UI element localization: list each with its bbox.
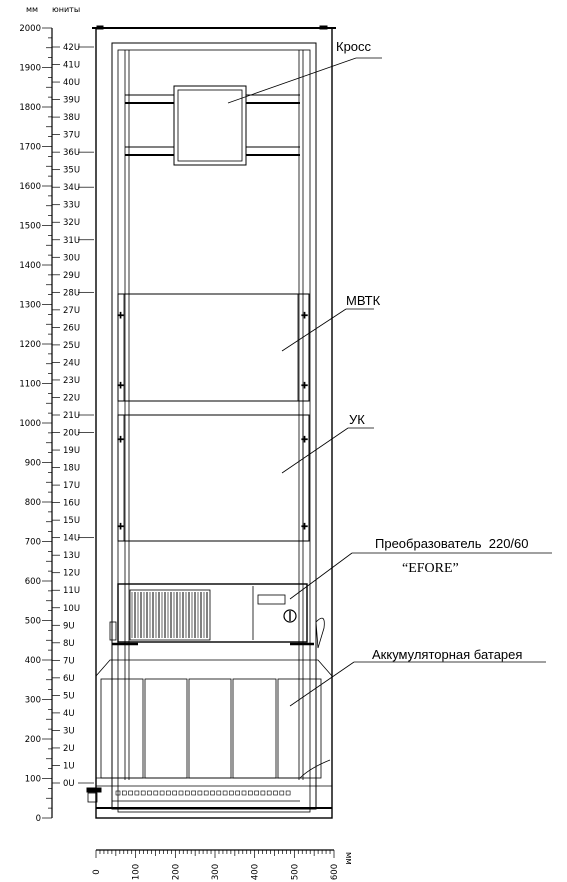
top-left-foot [97,26,103,29]
battery-top-bevel [96,660,332,676]
battery-cell [278,679,321,778]
converter-box [118,584,307,642]
mvtk-box [118,294,309,401]
label-converter: Преобразователь 220/60 [375,536,529,551]
unit-tick-label: 26U [63,323,81,334]
plinth-hole [229,791,233,795]
unit-tick-label: 19U [63,446,81,457]
converter-vent-grille [132,592,207,638]
units-header: юниты [52,5,81,14]
unit-tick-label: 33U [63,200,81,211]
leader-uk [282,428,348,473]
plinth-hole [154,791,158,795]
mvtk-screw: + [117,311,125,321]
unit-tick-label: 16U [63,498,81,509]
cross-panel [125,86,300,165]
plinth-hole [274,791,278,795]
unit-tick-label: 6U [63,673,75,684]
mm-tick-label: 1900 [19,63,41,74]
plinth-hole [217,791,221,795]
mm-tick-label: 800 [24,498,41,508]
unit-scale-labels [63,43,80,789]
plinth-hole [166,791,170,795]
mm-tick-label: 1500 [19,221,41,232]
h-tick-label: 400 [250,863,261,881]
plinth-hole [248,791,252,795]
plinth-hole [129,791,133,795]
unit-tick-label: 32U [63,218,81,229]
mm-scale-labels [19,24,41,824]
plinth-hole [173,791,177,795]
mvtk-screw: + [301,311,309,321]
plinth-hole [148,791,152,795]
plinth-hole [211,791,215,795]
converter-unit [110,584,324,648]
unit-tick-label: 22U [63,393,81,404]
unit-tick-label: 4U [63,708,75,719]
unit-tick-label: 24U [63,358,81,369]
unit-tick-label: 2U [63,743,75,754]
uk-screw: + [301,435,309,445]
unit-tick-label: 18U [63,463,81,474]
uk-screw: + [117,435,125,445]
unit-tick-label: 5U [63,691,75,702]
uk-screw: + [117,522,125,532]
unit-tick-label: 21U [63,411,81,421]
battery-cell [233,679,276,778]
h-tick-label: 200 [171,863,182,881]
converter-display [258,595,285,604]
converter-left-bracket [110,622,116,640]
leader-cross [228,58,356,103]
unit-tick-label: 12U [63,568,81,579]
unit-tick-label: 14U [63,533,81,544]
plinth-hole [255,791,259,795]
unit-tick-label: 35U [63,165,81,176]
plinth-hole [192,791,196,795]
mm-tick-label: 1400 [19,261,41,271]
plinth-hole [204,791,208,795]
plinth-hole [242,791,246,795]
uk-box [118,415,309,541]
battery-cell [189,679,231,778]
unit-tick-label: 36U [63,148,81,159]
unit-tick-label: 34U [63,183,81,194]
mm-tick-label: 1200 [19,340,41,350]
mm-tick-label: 0 [35,814,41,824]
mm-tick-label: 700 [24,537,41,548]
plinth-hole [236,791,240,795]
battery-compartment [87,660,332,802]
plinth-hole [286,791,290,795]
battery-base-curve [96,760,330,778]
mm-tick-label: 500 [24,616,41,627]
mm-tick-label: 2000 [19,24,41,34]
unit-tick-label: 39U [63,95,81,106]
unit-tick-label: 0U [63,779,75,789]
mm-header: мм [26,5,39,14]
leader-battery [290,662,354,706]
horizontal-scale [96,850,334,858]
label-mvtk: МВТК [346,293,381,308]
mm-tick-label: 1800 [19,103,41,113]
uk-panel [117,415,309,541]
h-tick-label: 100 [131,863,142,881]
unit-tick-label: 17U [63,481,81,492]
cross-box-outer [174,86,246,165]
h-tick-label: 0 [92,869,102,875]
uk-screw: + [301,522,309,532]
horizontal-scale-labels [92,864,340,880]
plinth-hole [179,791,183,795]
unit-tick-label: 8U [63,638,75,649]
label-converter-brand: “EFORE” [402,561,459,576]
plinth-foot [87,788,101,792]
unit-tick-label: 13U [63,551,81,562]
unit-tick-label: 1U [63,761,75,772]
plinth-hole [185,791,189,795]
plinth-hole [267,791,271,795]
unit-tick-label: 29U [63,270,81,281]
unit-tick-label: 10U [63,603,81,614]
plinth-hole [223,791,227,795]
battery-cell [101,679,143,778]
unit-tick-label: 40U [63,78,81,89]
h-tick-label: 600 [330,863,340,881]
h-tick-label: 500 [290,863,301,881]
unit-tick-label: 30U [63,253,81,264]
unit-tick-label: 9U [63,621,75,632]
unit-tick-label: 42U [63,43,81,53]
unit-tick-label: 37U [63,130,81,141]
mm-tick-label: 200 [24,735,41,745]
top-right-foot [320,26,327,29]
mm-tick-label: 900 [24,458,41,469]
label-uk: УК [349,412,365,427]
battery-cell [145,679,187,778]
mm-tick-label: 300 [24,695,41,706]
unit-tick-label: 11U [63,586,81,597]
h-tick-label: 300 [211,863,221,881]
plinth-hole [160,791,164,795]
label-cross: Кросс [336,39,372,54]
unit-tick-label: 7U [63,656,75,667]
mm-tick-label: 100 [24,774,41,785]
mm-tick-label: 1000 [19,419,41,429]
unit-tick-label: 23U [63,375,81,386]
unit-tick-label: 15U [63,516,81,527]
unit-tick-label: 38U [63,113,81,124]
converter-handle [316,618,324,648]
label-battery: Аккумуляторная батарея [372,647,523,662]
mm-tick-label: 1300 [19,300,41,311]
mm-tick-label: 400 [24,656,41,666]
plinth-hole [122,791,126,795]
unit-tick-label: 28U [63,288,81,299]
mvtk-screw: + [301,381,309,391]
bottom-mm-label: мм [343,852,353,865]
unit-tick-label: 41U [63,60,81,71]
mm-tick-label: 1600 [19,182,41,192]
mvtk-panel [117,294,309,401]
plinth-hole [135,791,139,795]
unit-tick-label: 20U [63,428,81,439]
unit-tick-label: 27U [63,305,81,316]
unit-tick-label: 25U [63,340,81,351]
plinth-vent-holes [116,791,290,795]
plinth-hole [141,791,145,795]
plinth-hole [198,791,202,795]
unit-tick-label: 31U [63,235,81,246]
mm-tick-label: 1700 [19,142,41,153]
plinth-hole [261,791,265,795]
plinth-hole [280,791,284,795]
mm-tick-label: 1100 [19,379,41,390]
leader-mvtk [282,309,346,351]
unit-tick-label: 3U [63,726,75,737]
mvtk-screw: + [117,381,125,391]
mm-tick-label: 600 [24,577,41,587]
